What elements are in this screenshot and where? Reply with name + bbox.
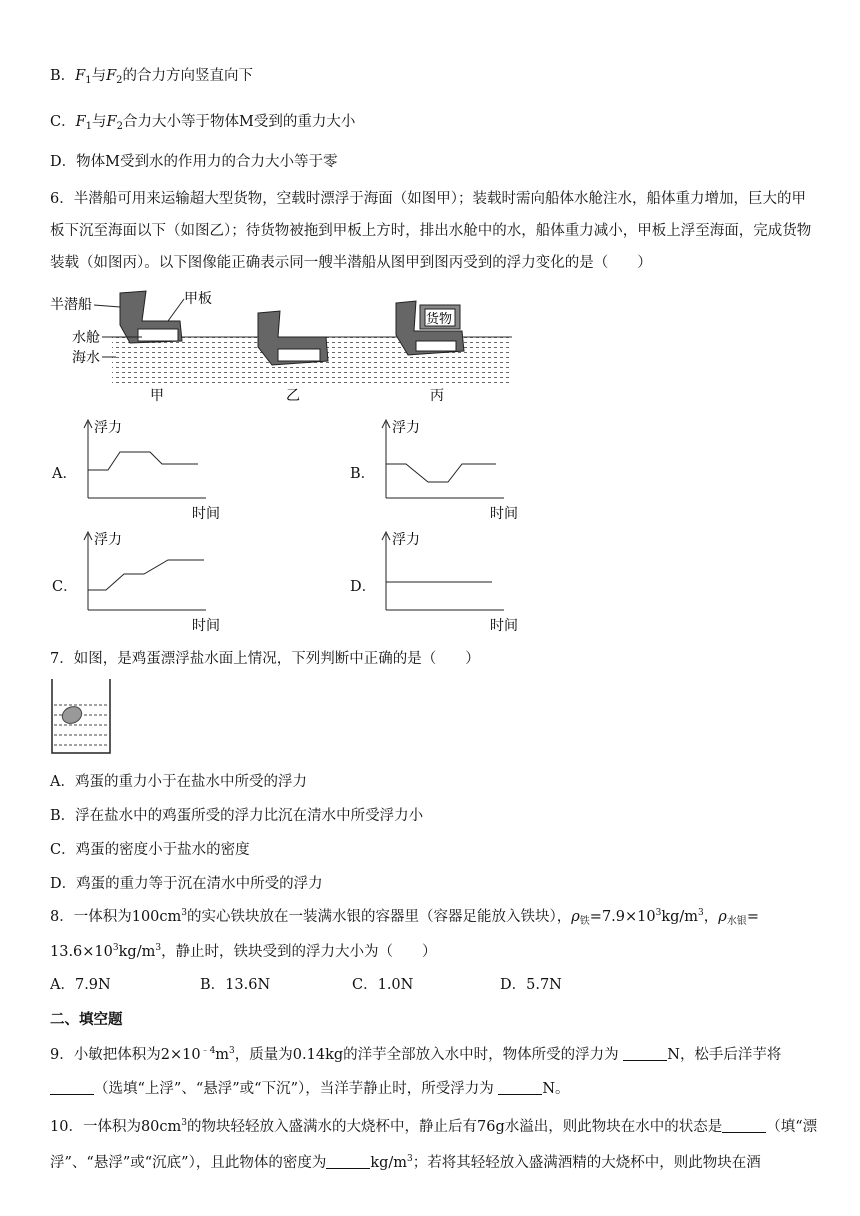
q8-option-c: C．1.0N — [352, 977, 414, 993]
q5-option-d: D．物体M受到水的作用力的合力大小等于零 — [50, 154, 338, 170]
caption-bing: 丙 — [430, 388, 444, 404]
label-ship: 半潜船 — [50, 297, 92, 313]
graph-d-xlabel: 时间 — [490, 618, 518, 634]
egg — [60, 704, 85, 727]
graph-a-xlabel: 时间 — [192, 506, 220, 522]
q10-blank-1[interactable] — [722, 1118, 766, 1133]
q7-question: 7．如图，是鸡蛋漂浮盐水面上情况，下列判断中正确的是（ ） — [50, 651, 480, 667]
q9-blank-2[interactable] — [50, 1080, 94, 1095]
q7-option-c: C．鸡蛋的密度小于盐水的密度 — [50, 842, 250, 858]
q6-graph-d — [376, 530, 536, 638]
q6-question: 6．半潜船可用来运输超大型货物，空载时漂浮于海面（如图甲）；装载时需向船体水舱注水，船体重力增加，巨大的甲板下沉至海面以下（如图乙）；待货物被拖到甲板上方时，排出水舱中的水，船体重力减小，甲板上浮至海面，完成货物装载（如图丙）。以下图像能正确表示同一艘半潜船从图甲到图丙受到的浮力变化的是（ ） — [50, 191, 812, 271]
q6-graph-a — [78, 418, 238, 526]
ship-jia — [120, 291, 182, 343]
q10-blank-2[interactable] — [326, 1154, 370, 1169]
q8-option-d: D．5.7N — [500, 977, 562, 993]
q6-graph-b — [376, 418, 536, 526]
graph-d-ylabel: 浮力 — [392, 532, 420, 548]
label-cargo: 货物 — [426, 312, 453, 327]
ship-yi — [258, 311, 328, 365]
q6-option-c-letter: C． — [52, 579, 78, 595]
label-sea: 海水 — [72, 350, 100, 366]
graph-c-ylabel: 浮力 — [94, 532, 122, 548]
q5-option-b: B．$F_1$与$F_2$的合力方向竖直向下 — [50, 68, 254, 86]
q7-option-a: A．鸡蛋的重力小于在盐水中所受的浮力 — [50, 774, 307, 790]
q8-line1: 8．一体积为$100cm^3$的实心铁块放在一装满水银的容器里（容器足能放入铁块），$\rho_铁=7.9\times 10^3kg/m^3$，$\rho_{水银}=$ — [50, 908, 759, 927]
q7-beaker-figure — [50, 677, 116, 755]
q7-option-d: D．鸡蛋的重力等于沉在清水中所受的浮力 — [50, 876, 323, 892]
q6-option-b-letter: B． — [350, 466, 376, 482]
q8-option-a: A．7.9N — [50, 977, 111, 993]
q9-line2: （选填“上浮”、“悬浮”或“下沉”），当洋芋静止时，所受浮力为 N。 — [50, 1077, 570, 1098]
q6-option-a-letter: A． — [52, 466, 77, 482]
caption-yi: 乙 — [286, 388, 300, 404]
q10-question: 10．一体积为$80cm^3$的物块轻轻放入盛满水的大烧杯中，静止后有76g水溢出，则此物块在水中的状态是 （填“漂浮”、“悬浮”或“沉底”），且此物体的密度为 $kg/m^3$；若将其轻轻放入盛满酒精的大烧杯中，则此物块在酒 — [50, 1118, 818, 1171]
graph-a-ylabel: 浮力 — [94, 420, 122, 436]
q6-option-d-letter: D． — [350, 579, 377, 595]
q9-line1: 9．小敏把体积为$2\times 10^{﹣4}m^3$，质量为0.14kg的洋芋全部放入水中时，物体所受的浮力为 N，松手后洋芋将 — [50, 1046, 782, 1063]
caption-jia: 甲 — [150, 388, 164, 404]
label-deck: 甲板 — [184, 291, 212, 307]
q6-graph-c — [78, 530, 238, 638]
q7-option-b: B．浮在盐水中的鸡蛋所受的浮力比沉在清水中所受浮力小 — [50, 808, 424, 824]
label-tank: 水舱 — [72, 330, 100, 346]
ship-bing — [396, 301, 464, 355]
q6-ship-figure — [50, 285, 520, 405]
graph-c-xlabel: 时间 — [192, 618, 220, 634]
section-heading-fill-in: 二、填空题 — [50, 1011, 123, 1028]
q8-option-b: B．13.6N — [200, 977, 271, 993]
q9-blank-1[interactable] — [623, 1046, 667, 1061]
q8-line2: $13.6\times 10^3kg/m^3$，静止时，铁块受到的浮力大小为（ ） — [50, 943, 437, 960]
graph-b-xlabel: 时间 — [490, 506, 518, 522]
graph-b-ylabel: 浮力 — [392, 420, 420, 436]
q9-blank-3[interactable] — [498, 1080, 542, 1095]
q5-option-c: C．$F_1$与$F_2$合力大小等于物体M受到的重力大小 — [50, 114, 356, 132]
